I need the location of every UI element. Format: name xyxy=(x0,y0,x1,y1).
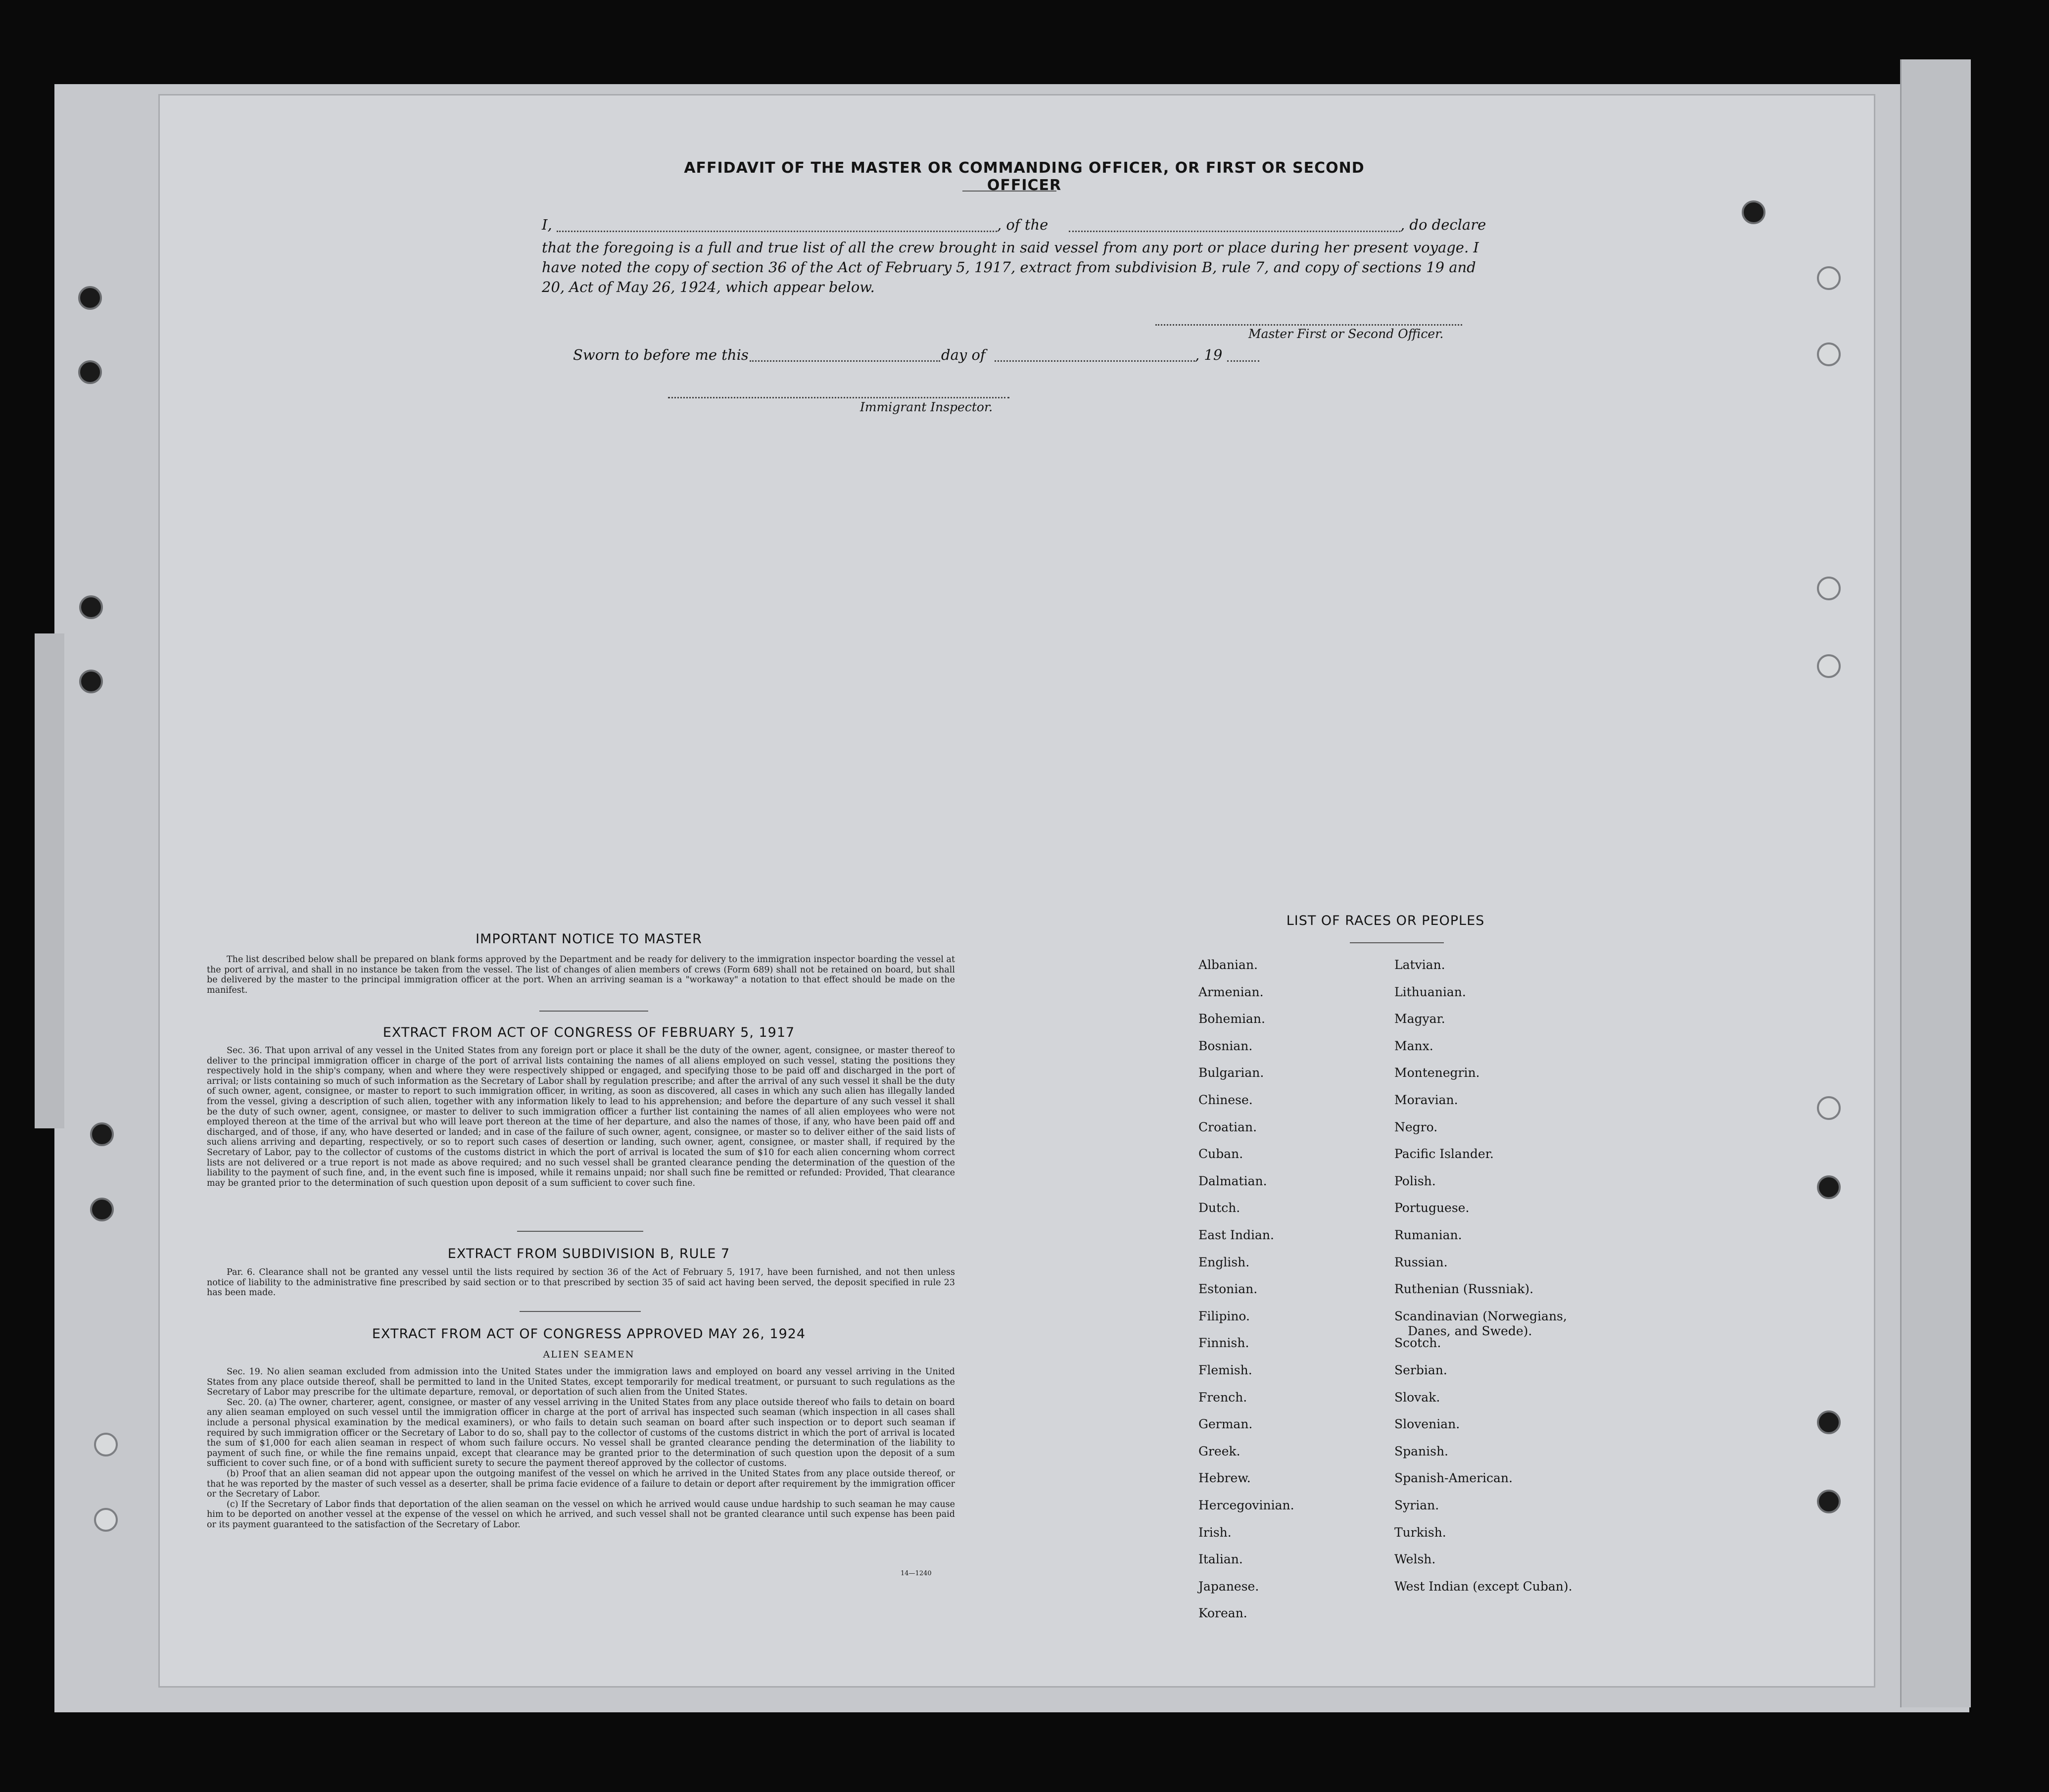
notice-text xyxy=(207,955,955,995)
race-item: Spanish. xyxy=(1394,1444,1449,1458)
race-item: Polish. xyxy=(1394,1174,1436,1188)
race-item: French. xyxy=(1198,1390,1247,1405)
race-item: Latvian. xyxy=(1394,958,1445,972)
race-item: Lithuanian. xyxy=(1394,985,1466,999)
race-item: Dutch. xyxy=(1198,1201,1240,1215)
section-divider xyxy=(520,1311,641,1312)
race-item: Irish. xyxy=(1198,1525,1232,1540)
race-item: Korean. xyxy=(1198,1606,1247,1620)
race-item: Pacific Islander. xyxy=(1394,1147,1494,1161)
race-item: English. xyxy=(1198,1255,1250,1269)
race-item: Scotch. xyxy=(1394,1336,1441,1350)
sworn-label: Sworn to before me this xyxy=(573,346,749,363)
affidavit-statement: that the foregoing is a full and true list of all the crew brought in said vessel from any port or place during her present voyage. I have noted the copy of section 36 of the Act of February 5, 1917, extract from subdivision B, rule 7, and copy of sections 19 and 20, Act of May 26, 1924, which appear below. xyxy=(542,239,1479,295)
alien-seamen-subtitle: ALIEN SEAMEN xyxy=(543,1349,635,1360)
race-item: Slovenian. xyxy=(1394,1417,1460,1431)
race-item: Magyar. xyxy=(1394,1012,1445,1026)
race-item: Bohemian. xyxy=(1198,1012,1265,1026)
punch-hole xyxy=(1817,577,1841,600)
sworn-day-blank[interactable] xyxy=(750,360,940,362)
affidavit-title: AFFIDAVIT OF THE MASTER OR COMMANDING OFFICER, OR FIRST OR SECOND OFFICER xyxy=(684,159,1365,194)
race-item: Spanish-American. xyxy=(1394,1471,1513,1485)
race-item: Syrian. xyxy=(1394,1498,1439,1512)
race-item: Cuban. xyxy=(1198,1147,1243,1161)
punch-hole xyxy=(1817,1490,1841,1513)
race-item: East Indian. xyxy=(1198,1228,1274,1242)
race-item: Serbian. xyxy=(1394,1363,1447,1377)
race-item: German. xyxy=(1198,1417,1253,1431)
race-item: Turkish. xyxy=(1394,1525,1446,1540)
name-blank[interactable] xyxy=(557,231,997,232)
punch-hole xyxy=(90,1122,114,1146)
race-item: Finnish. xyxy=(1198,1336,1249,1350)
punch-hole xyxy=(1817,342,1841,366)
punch-hole xyxy=(78,360,102,384)
master-signature-caption: Master First or Second Officer. xyxy=(1248,327,1444,341)
section-divider xyxy=(539,1011,648,1012)
race-item: Estonian. xyxy=(1198,1282,1258,1296)
left-paper-strip xyxy=(35,633,64,1128)
affidavit-i-label: I, xyxy=(542,216,552,233)
race-item: Bulgarian. xyxy=(1198,1066,1264,1080)
rule7-paragraph: Par. 6. Clearance shall not be granted any vessel until the lists required by section 36 of the Act of February 5, 1917, have been furnished, and not then unless notice of liability to the administrative fine prescribed by said section or to that prescribed by section 35 of said act having been served, the deposit specified in rule 23 has been made. xyxy=(207,1267,955,1298)
punch-hole xyxy=(1742,200,1765,224)
race-item: Chinese. xyxy=(1198,1093,1253,1107)
section-19-paragraph: Sec. 19. No alien seaman excluded from admission into the United States under the immigration laws and employed on board any vessel arriving in the United States from any place outside thereof, shall be permitted to land in the United States, except temporarily for medical treatment, or pursuant to such regulations as the Secretary of Labor may prescribe for the ultimate departure, removal, or deportation of such alien from the United States. xyxy=(207,1367,955,1398)
punch-hole xyxy=(79,670,103,693)
race-item: Portuguese. xyxy=(1394,1201,1470,1215)
race-item: Manx. xyxy=(1394,1039,1433,1053)
race-item: Hercegovinian. xyxy=(1198,1498,1294,1512)
punch-hole xyxy=(1817,1410,1841,1434)
punch-hole xyxy=(78,286,102,310)
race-item: Moravian. xyxy=(1394,1093,1458,1107)
title-divider xyxy=(962,191,1056,192)
inspector-signature-caption: Immigrant Inspector. xyxy=(860,400,993,414)
day-of-label: day of xyxy=(941,346,986,363)
section-20b-paragraph: (b) Proof that an alien seaman did not appear upon the outgoing manifest of the vessel on which he arrived in the United States from any place outside thereof, or that he was reported by the master of such vessel as a deserter, shall be prima facie evidence of a failure to detain or deport after requirement by the immigration officer or the Secretary of Labor. xyxy=(207,1468,955,1500)
race-item: Rumanian. xyxy=(1394,1228,1462,1242)
year-label: , 19 xyxy=(1195,346,1223,363)
sworn-year-blank[interactable] xyxy=(1227,360,1259,362)
section-20c-paragraph: (c) If the Secretary of Labor finds that deportation of the alien seaman on the vessel on which he arrived would cause undue hardship to such seaman he may cause him to be deported on another vessel at the expense of the vessel on which he arrived, and such vessel shall not be granted clearance until such expense has been paid or its payment guaranteed to the satisfaction of the Secretary of Labor. xyxy=(207,1499,955,1530)
notice-title: IMPORTANT NOTICE TO MASTER xyxy=(476,931,702,947)
section-divider xyxy=(517,1231,643,1232)
race-item: Italian. xyxy=(1198,1552,1243,1566)
race-item: Danes, and Swede). xyxy=(1408,1324,1532,1338)
race-item: Filipino. xyxy=(1198,1309,1250,1323)
race-item: Croatian. xyxy=(1198,1120,1257,1134)
races-title: LIST OF RACES OR PEOPLES xyxy=(1286,913,1485,928)
section-20a-paragraph: Sec. 20. (a) The owner, charterer, agent, consignee, or master of any vessel arriving in the United States from any place outside thereof who fails to detain on board any alien seaman employed on such vessel until the immigration officer in charge at the port of arrival has inspected such seaman (which inspection in all cases shall include a personal physical examination by the medical examiners), or who fails to detain such seaman on board after such inspection or to deport such seaman if required by such immigration officer or the Secretary of Labor to do so, shall pay to the collector of customs of the customs district in which the port of arrival is located the sum of $1,000 for each alien seaman in respect of whom such failure occurs. No vessel shall be granted clearance pending the determination of the liability to payment of such fine, or while the fine remains unpaid, except that clearance may be granted prior to the determination of such question upon the deposit of a sum sufficient to cover such fine, or of a bond with sufficient surety to secure the payment thereof approved by the collector of customs. xyxy=(207,1397,955,1469)
right-sheet-edge xyxy=(1900,59,1971,1707)
affidavit-of-label: , of the xyxy=(997,216,1048,233)
punch-hole xyxy=(1817,1175,1841,1199)
form-number: 14—1240 xyxy=(901,1570,932,1577)
extract-rule7-title: EXTRACT FROM SUBDIVISION B, RULE 7 xyxy=(447,1246,730,1261)
extract-1924-title: EXTRACT FROM ACT OF CONGRESS APPROVED MAY 26, 1924 xyxy=(372,1326,806,1342)
race-item: Ruthenian (Russniak). xyxy=(1394,1282,1534,1296)
notice-paragraph: The list described below shall be prepared on blank forms approved by the Department and be ready for delivery to the immigration inspector boarding the vessel at the port of arrival, and shall in no instance be taken from the vessel. The list of changes of alien members of crews (Form 689) shall not be retained on board, but shall be delivered by the master to the principal immigration officer at the port. When an arriving seaman is a "workaway" a notation to that effect should be made on the manifest. xyxy=(207,955,955,995)
affidavit-declare-label: , do declare xyxy=(1400,216,1486,233)
race-item: Slovak. xyxy=(1394,1390,1440,1405)
race-item: Armenian. xyxy=(1198,985,1264,999)
extract-1917-title: EXTRACT FROM ACT OF CONGRESS OF FEBRUARY 5, 1917 xyxy=(382,1025,795,1040)
race-item: Welsh. xyxy=(1394,1552,1436,1566)
punch-hole xyxy=(79,595,103,619)
race-item: Russian. xyxy=(1394,1255,1448,1269)
punch-hole xyxy=(90,1198,114,1221)
race-item: Greek. xyxy=(1198,1444,1240,1458)
section-36-paragraph: Sec. 36. That upon arrival of any vessel in the United States from any foreign port or place it shall be the duty of the owner, agent, consignee, or master thereof to deliver to the principal immigration officer in charge of the port of arrival lists containing the names of all aliens employed on such vessel, stating the positions they respectively hold in the ship's company, when and where they were respectively shipped or engaged, and specifying those to be paid off and discharged in the port of arrival; or lists containing so much of such information as the Secretary of Labor shall by regulation prescribe; and after the arrival of any such vessel it shall be the duty of such owner, agent, consignee, or master to report to such immigration officer, in writing, as soon as discovered, all cases in which any such alien has illegally landed from the vessel, giving a description of such alien, together with any information likely to lead to his apprehension; and before the departure of any such vessel it shall be the duty of such owner, agent, consignee, or master to deliver to such immigration officer a further list containing the names of all alien employees who were not employed thereon at the time of the arrival but who will leave port thereon at the time of her departure, and also the names of those, if any, who have been paid off and discharged, and of those, if any, who have deserted or landed; and in case of the failure of such owner, agent, consignee, or master so to deliver either of the said lists of such aliens arriving and departing, respectively, or so to report such cases of desertion or landing, such owner, agent, consignee, or master shall, if required by the Secretary of Labor, pay to the collector of customs of the customs district in which the port of arrival is located the sum of $10 for each alien concerning whom correct lists are not delivered or a true report is not made as above required; and no such vessel shall be granted clearance pending the determination of the question of the liability to the payment of such fine, and, in the event such fine is imposed, while it remains unpaid; nor shall such fine be remitted or refunded: Provided, That clearance may be granted prior to the determination of such question upon deposit of a sum sufficient to cover such fine. xyxy=(207,1046,955,1188)
punch-hole xyxy=(94,1508,118,1532)
races-divider xyxy=(1350,942,1444,943)
race-item: Negro. xyxy=(1394,1120,1438,1134)
punch-hole xyxy=(1817,266,1841,290)
extract-rule7-text xyxy=(207,1267,955,1298)
race-item: Bosnian. xyxy=(1198,1039,1253,1053)
sworn-month-blank[interactable] xyxy=(995,360,1195,362)
extract-1924-text xyxy=(207,1367,955,1530)
vessel-blank[interactable] xyxy=(1069,231,1400,232)
race-item: West Indian (except Cuban). xyxy=(1394,1579,1572,1594)
inspector-signature-line[interactable] xyxy=(668,397,1009,398)
extract-1917-text xyxy=(207,1046,955,1188)
punch-hole xyxy=(94,1433,118,1456)
punch-hole xyxy=(1817,1096,1841,1120)
race-item: Scandinavian (Norwegians, xyxy=(1394,1309,1567,1323)
race-item: Albanian. xyxy=(1198,958,1258,972)
punch-hole xyxy=(1817,654,1841,678)
race-item: Japanese. xyxy=(1198,1579,1259,1594)
race-item: Hebrew. xyxy=(1198,1471,1251,1485)
race-item: Dalmatian. xyxy=(1198,1174,1267,1188)
race-item: Montenegrin. xyxy=(1394,1066,1480,1080)
race-item: Flemish. xyxy=(1198,1363,1252,1377)
master-signature-line[interactable] xyxy=(1155,324,1462,326)
